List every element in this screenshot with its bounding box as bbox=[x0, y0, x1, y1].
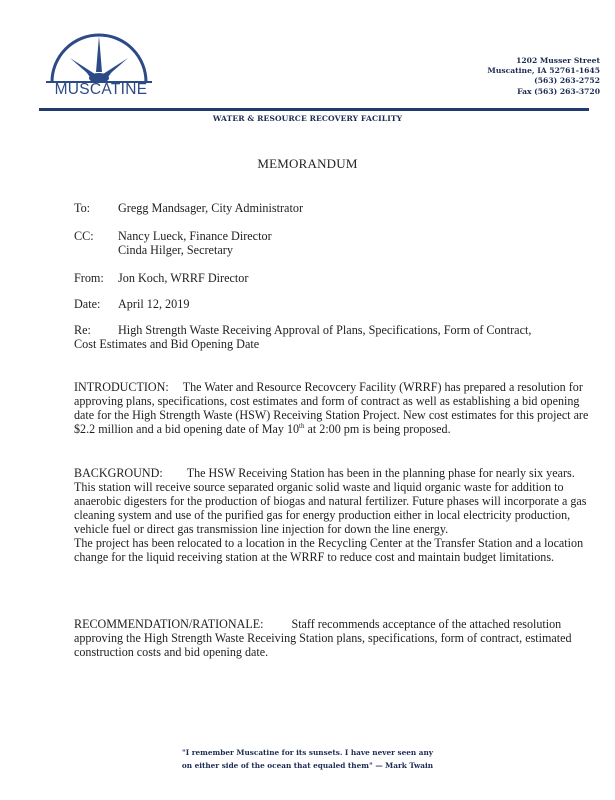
address-block bbox=[487, 56, 600, 97]
address-phone: (563) 263-2752 bbox=[534, 76, 600, 86]
memo-cc bbox=[74, 229, 272, 257]
re-line-2: Cost Estimates and Bid Opening Date bbox=[74, 337, 260, 351]
address-fax: Fax (563) 263-3720 bbox=[517, 86, 600, 96]
cc-value: Cinda Hilger, Secretary bbox=[118, 243, 233, 257]
re-line-1: High Strength Waste Receiving Approval of Plans, Specifications, Form of Contract, bbox=[118, 323, 532, 337]
memo-title: MEMORANDUM bbox=[257, 156, 358, 171]
from-value: Jon Koch, WRRF Director bbox=[118, 271, 249, 285]
recommendation-heading: RECOMMENDATION/RATIONALE: bbox=[74, 617, 264, 631]
ordinal-suffix: th bbox=[299, 421, 305, 430]
compass-star-arc-icon bbox=[42, 32, 156, 84]
cc-value: Nancy Lueck, Finance Director bbox=[118, 229, 272, 243]
address-city: Muscatine, IA 52761-1645 bbox=[487, 66, 600, 76]
footer-quote bbox=[0, 747, 615, 772]
introduction-heading: INTRODUCTION: bbox=[74, 380, 169, 394]
background-text: The HSW Receiving Station has been in the planning phase for nearly six years. This station will receive source separated organic solid waste and liquid organic waste for addition to anaerobic digesters for the production of biogas and natural fertilizer. Future phases will incorporate a gas cleaning system and use of the purified gas for energy production either in local electricity production, vehicle fuel or direct gas transmission line injection for down the line energy. bbox=[74, 466, 587, 536]
from-label: From: bbox=[74, 271, 104, 285]
header-divider bbox=[39, 108, 589, 111]
date-label: Date: bbox=[74, 297, 101, 311]
recommendation-section bbox=[74, 617, 596, 659]
to-value: Gregg Mandsager, City Administrator bbox=[118, 201, 304, 215]
introduction-section bbox=[74, 380, 596, 436]
memo-subject bbox=[74, 323, 594, 351]
introduction-text: The Water and Resource Recovcery Facility (WRRF) has prepared a resolution for approving plans, specifications, cost estimates and form of contract as well as establishing a bid opening date for the High Strength Waste (HSW) Receiving Station Project. New cost estimates for this project are $2.2 million and a bid opening date of May 10 bbox=[74, 380, 589, 436]
background-section bbox=[74, 466, 596, 564]
re-label: Re: bbox=[74, 323, 91, 337]
to-label: To: bbox=[74, 201, 91, 215]
memo-date bbox=[74, 297, 189, 311]
muscatine-logo bbox=[42, 32, 156, 102]
memo-from bbox=[74, 271, 248, 285]
memo-to bbox=[74, 201, 303, 215]
date-value: April 12, 2019 bbox=[118, 297, 190, 311]
logo-text: MUSCATINE bbox=[54, 81, 148, 98]
department-name: WATER & RESOURCE RECOVERY FACILITY bbox=[212, 114, 403, 123]
cc-label: CC: bbox=[74, 229, 94, 243]
address-street: 1202 Musser Street bbox=[516, 56, 600, 65]
background-text-2: The project has been relocated to a location in the Recycling Center at the Transfer Station and a location change for the liquid receiving station at the WRRF to reduce cost and maintain budget limitations. bbox=[74, 536, 584, 564]
quote-line-1: "I remember Muscatine for its sunsets. I have never seen any bbox=[181, 748, 434, 757]
introduction-text-end: at 2:00 pm is being proposed. bbox=[304, 422, 451, 436]
recommendation-text: Staff recommends acceptance of the attached resolution approving the High Strength Waste Receiving Station plans, specifications, form of contract, estimated construction costs and bid opening date. bbox=[74, 617, 572, 659]
background-heading: BACKGROUND: bbox=[74, 466, 163, 480]
quote-line-2: on either side of the ocean that equaled them" — Mark Twain bbox=[181, 760, 434, 770]
